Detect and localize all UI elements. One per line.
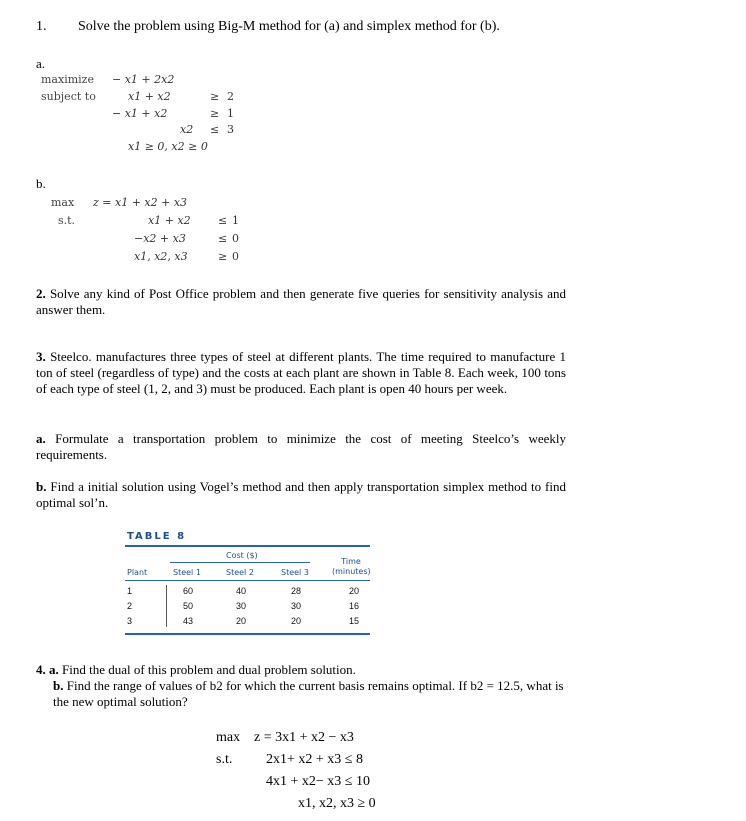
table-header-steel1: Steel 1 [173, 568, 201, 577]
constraint-b3-lhs: x1, x2, x3 [134, 250, 188, 263]
q4a-label: a. [49, 662, 59, 677]
q4-st-word: s.t. [216, 752, 233, 767]
constraint-b1-lhs: x1 + x2 [148, 214, 191, 227]
table-header-time: Time (minutes) [332, 557, 371, 576]
q3-number: 3. [36, 349, 46, 364]
q4b-line [36, 678, 576, 710]
q4a-text: Find the dual of this problem and dual problem solution. [62, 662, 356, 677]
q4b-label: b. [53, 678, 64, 693]
q3a-text: Formulate a transportation problem to minimize the cost of meeting Steelco’s weekly requirements. [36, 431, 566, 462]
table-bottom-rule [125, 633, 370, 635]
q3-paragraph [36, 349, 566, 397]
constraint-b3-rel: ≥ [218, 250, 228, 263]
q4b-text: Find the range of values of b2 for which the current basis remains optimal. If b2 = 12.5, what is the new optimal solution? [53, 678, 564, 709]
constraint-b1-rel: ≤ [218, 214, 228, 227]
q2-paragraph [36, 286, 566, 318]
q3b-label: b. [36, 479, 47, 494]
constraint-a1-rel: ≥ [210, 90, 220, 103]
constraint-a1-lhs: x1 + x2 [128, 90, 171, 103]
constraint-a3-rel: ≤ [210, 123, 220, 136]
table-cell-r1-c4: 28 [290, 586, 301, 596]
q3a-label: a. [36, 431, 46, 446]
q4-constraint-3: x1, x2, x3 ≥ 0 [298, 796, 376, 811]
q2-number: 2. [36, 286, 46, 301]
table-cell-r2-c2: 50 [182, 601, 193, 611]
constraint-a3-rhs: 3 [227, 123, 234, 136]
q4-constraint-1: 2x1+ x2 + x3 ≤ 8 [266, 752, 363, 767]
table-cell-r2-c4: 30 [290, 601, 301, 611]
q4a-line [36, 662, 576, 678]
table-cell-r2-c5: 16 [348, 601, 359, 611]
constraint-b2-rel: ≤ [218, 232, 228, 245]
q4-number: 4. [36, 662, 46, 677]
q2-text: Solve any kind of Post Office problem and then generate five queries for sensitivity analysis and answer them. [36, 286, 567, 317]
constraint-b2-rhs: 0 [232, 232, 239, 245]
st-word-b: s.t. [58, 214, 76, 227]
table-top-rule [125, 545, 370, 547]
table-cell-r3-c2: 43 [182, 616, 193, 626]
table-cell-r2-c3: 30 [235, 601, 246, 611]
table-header-steel2: Steel 2 [226, 568, 254, 577]
q3b-text: Find a initial solution using Vogel’s method and then apply transportation simplex method to find optimal sol’n. [36, 479, 566, 510]
table-cell-r3-c5: 15 [348, 616, 359, 626]
q1-text: Solve the problem using Big-M method for (a) and simplex method for (b). [78, 19, 500, 34]
maximize-word: maximize [41, 73, 94, 86]
table-cell-r1-c5: 20 [348, 586, 359, 596]
table-cell-r1-c2: 60 [182, 586, 193, 596]
q1-number: 1. [36, 19, 47, 34]
constraint-b2-lhs: −x2 + x3 [134, 232, 186, 245]
objective-a: − x1 + 2x2 [112, 73, 175, 86]
q4-constraint-2: 4x1 + x2− x3 ≤ 10 [266, 774, 370, 789]
table-header-rule [125, 580, 370, 581]
constraint-b3-rhs: 0 [232, 250, 239, 263]
q1-part-a-label: a. [36, 56, 46, 71]
table-group-header: Cost ($) [226, 551, 258, 560]
table-cell-r2-c1: 2 [127, 601, 133, 611]
constraint-a2-rel: ≥ [210, 107, 220, 120]
table-header-plant: Plant [127, 568, 148, 577]
constraint-a2-rhs: 1 [227, 107, 234, 120]
table-plant-divider [166, 585, 167, 627]
constraint-a3-lhs: x2 [180, 123, 194, 136]
constraint-b1-rhs: 1 [232, 214, 239, 227]
subject-to-word: subject to [41, 90, 96, 103]
q3b-paragraph [36, 479, 566, 511]
q1-part-b-label: b. [36, 176, 46, 191]
max-word-b: max [51, 196, 75, 209]
q4-max-word: max [216, 730, 241, 745]
constraint-a2-lhs: − x1 + x2 [112, 107, 168, 120]
table-cell-r3-c4: 20 [290, 616, 301, 626]
table-cell-r1-c1: 1 [127, 586, 133, 596]
objective-b: z = x1 + x2 + x3 [93, 196, 188, 209]
table-cell-r1-c3: 40 [235, 586, 246, 596]
nonneg-a: x1 ≥ 0, x2 ≥ 0 [128, 140, 208, 153]
q3a-paragraph [36, 431, 566, 463]
q4-block [36, 662, 576, 710]
constraint-a1-rhs: 2 [227, 90, 234, 103]
q3-text: Steelco. manufactures three types of steel at different plants. The time required to manufacture 1 ton of steel (regardless of type) and the costs at each plant are shown in Table 8. Each week, 100 tons of each type of steel (1, 2, and 3) must be produced. Each plant is open 40 hours per week. [36, 349, 567, 396]
table-cell-r3-c1: 3 [127, 616, 133, 626]
q4-objective: z = 3x1 + x2 − x3 [254, 730, 354, 745]
table-group-rule [170, 562, 310, 563]
table-cell-r3-c3: 20 [235, 616, 246, 626]
table-header-steel3: Steel 3 [281, 568, 309, 577]
table-title: TABLE 8 [127, 531, 187, 542]
